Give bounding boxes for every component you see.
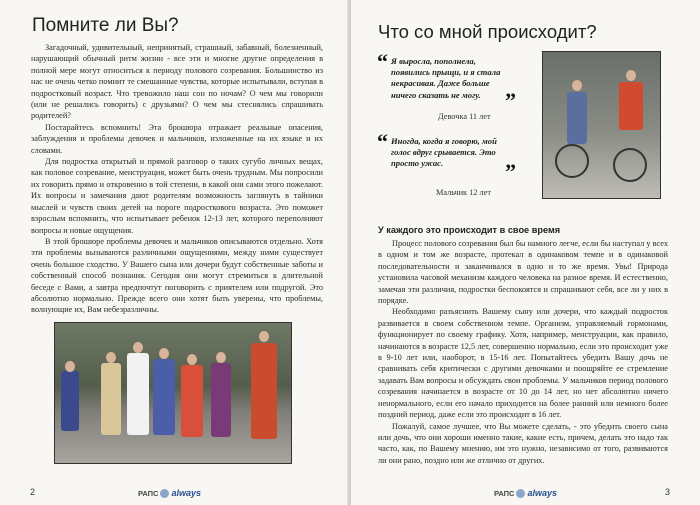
- always-logo-text: always: [171, 488, 201, 498]
- brand-logo-right: [494, 488, 557, 498]
- right-paragraph: Процесс полового созревания был бы намного легче, если бы наступал у всех в одном и том же возрасте, протекал в одинаковом темпе и в одинаковой последовательности и заканчивался в одно и то же время. Увы! Природа установила часовой механизм каждого человека на разное время. И естественно, замечая эти различия, подростки беспокоятся и спрашивают себя, все ли у них в порядке.: [378, 239, 668, 306]
- left-paragraph: Постарайтесь вспомнить! Эта брошюра отражает реальные опасения, заблуждения и проблемы девочек и мальчиков, изложенные на их языке и их словами.: [31, 122, 323, 155]
- left-page: [0, 0, 349, 505]
- left-paragraph: Для подростка открытый и прямой разговор о таких сугубо личных вещах, как половое созревание, менструация, может быть очень трудным. Мы попросили их говорить прямо и откровенно в той степени, в какой они сами этого пожелают. Их вопросы и замечания дают родителям возможность заглянуть в тайники мыслей и чувств своих детей на пороге подросткового возраста. Это поможет взрослым вспомнить, что испытывает ребенок 12-13 лет, которого переполняют вопросы и новые ощущения.: [31, 157, 323, 235]
- open-quote-icon: “: [377, 129, 388, 154]
- right-body-text: [378, 238, 668, 466]
- page-number-left: 2: [30, 487, 36, 497]
- kids-on-bicycles-photo: [542, 51, 661, 199]
- close-quote-icon: ”: [505, 88, 516, 113]
- group-of-teenagers-photo: [54, 322, 292, 464]
- left-page-title: Помните ли Вы?: [32, 15, 179, 36]
- left-paragraph: В этой брошюре проблемы девочек и мальчиков описываются отдельно. Хотя эти проблемы вызываются различными ощущениями, между ними существует очень большое сходство. У Вашего сына или дочери будут собственные заботы и собственный способ познания. Сегодня они могут стремиться к длительной беседе с Вами, а завтра предпочтут поговорить с приятелем или подругой. Это абсолютно нормально. Прежде всего они хотят быть уверены, что проблемы, волнующие их, Вам небезразличны.: [31, 236, 323, 315]
- boy-quote: Иногда, когда я говорю, мой голос вдруг срывается. Это просто ужас.: [391, 136, 497, 169]
- close-quote-icon: ”: [505, 159, 516, 184]
- brand-logo-left: [138, 488, 201, 498]
- raps-seal-icon: [160, 489, 169, 498]
- right-paragraph: Пожалуй, самое лучшее, что Вы можете сделать, - это убедить своего сына или дочь, что они хороши именно такие, какие есть, причем, делать это надо так часто, как, по Вашему мнению, им это нужно, независимо от того, развиваются ли они рано, поздно или же отлично от других.: [378, 421, 668, 465]
- right-page-title: Что со мной происходит?: [378, 21, 597, 42]
- section-heading: У каждого это происходит в свое время: [378, 225, 561, 235]
- raps-seal-icon: [516, 489, 525, 498]
- girl-quote: Я выросла, пополнела, появились прыщи, и я стала некрасивая. Даже больше ничего сказать не могу.: [391, 56, 501, 100]
- page-number-right: 3: [665, 487, 671, 497]
- raps-logo-text: РАПС: [494, 488, 515, 498]
- girl-quote-author: Девочка 11 лет: [438, 112, 491, 121]
- open-quote-icon: “: [377, 49, 388, 74]
- left-paragraph: Загадочный, удивительный, непринятый, страшный, забавный, болезненный, нарушающий обычный ритм жизни - все эти и многие другие определения в полной мере могут относиться к периоду полового созревания. Большинство из нас не очень четко помнит те смешанные чувства, которые испытывали, вступая в подростковый возраст. Что тревожило наш сон по ночам? О чем мы говорили (или не решались говорить) с друзьями? О чем мы стеснялись спрашивать родителей?: [31, 43, 323, 121]
- raps-logo-text: РАПС: [138, 488, 159, 498]
- always-logo-text: always: [527, 488, 557, 498]
- left-body-text: [31, 42, 323, 316]
- right-paragraph: Необходимо разъяснить Вашему сыну или дочери, что каждый подросток развивается в своем собственном темпе. Организм, управляемый гормонами, функционирует по своему графику. Хотя, например, менструации, как правило, начинаются в возрасте 12,5 лет, совершенно нормально, если это происходит уже в 9-10 лет или, наоборот, в 15-16 лет. Попытайтесь убедить Вашу дочь не сравнивать себя критически с другими девочками и поощряйте ее стремление задавать Вам вопросы и обсуждать свои проблемы. У мальчиков период полового созревания начинается в возрасте от 10 до 14 лет, но нет абсолютно ничего ненормального, если его начало приходится на более ранний или немного более поздний период, даже если это происходит в 16 лет.: [378, 307, 668, 420]
- boy-quote-author: Мальчик 12 лет: [436, 188, 491, 197]
